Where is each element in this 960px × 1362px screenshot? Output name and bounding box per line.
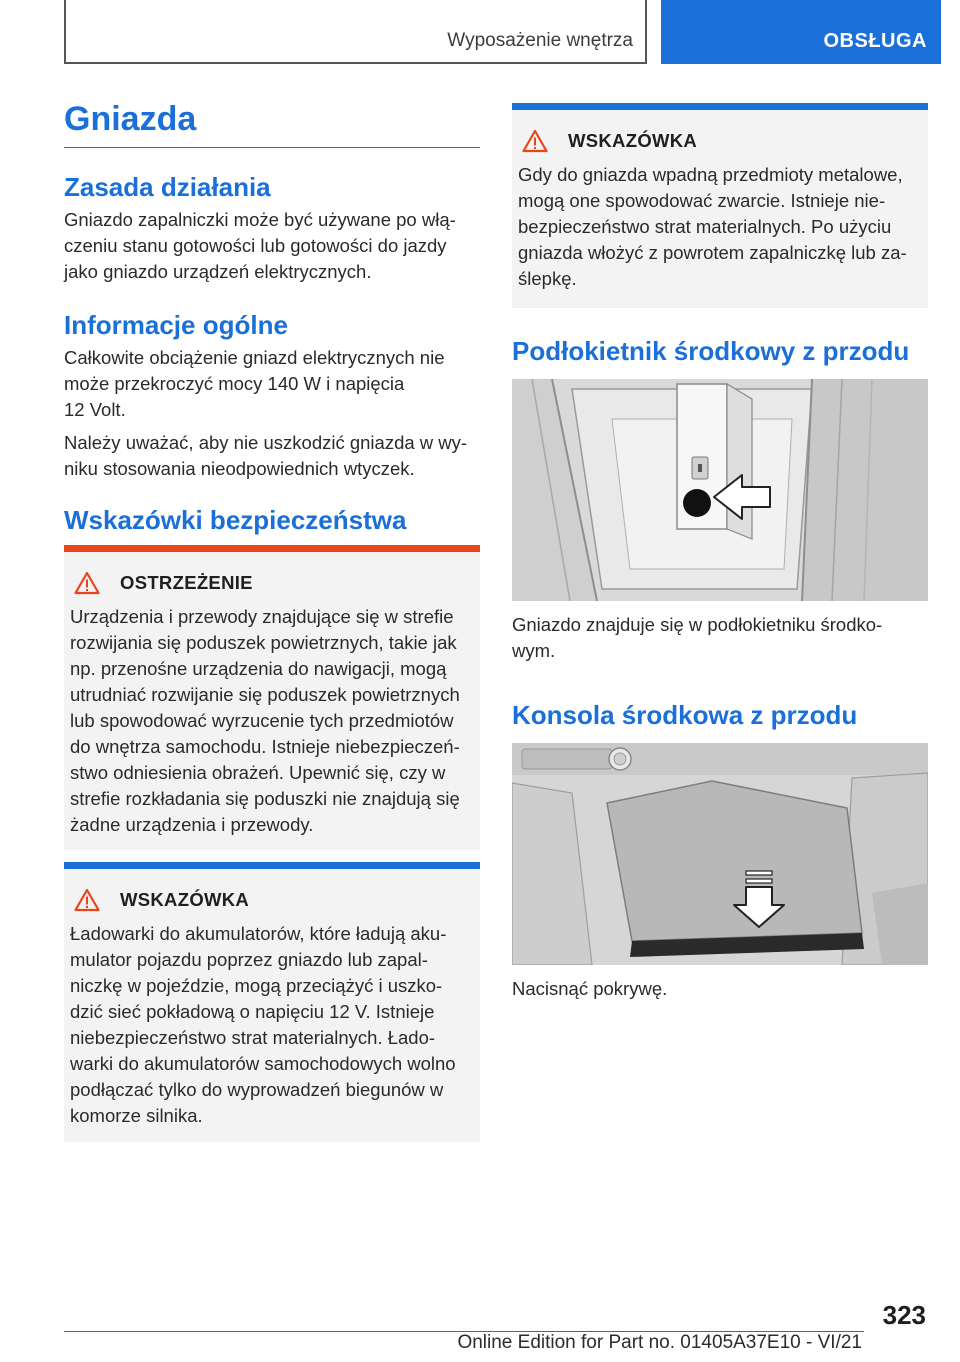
header-section-title: Wyposażenie wnętrza [447, 30, 633, 51]
paragraph-informacje-2: Należy uważać, aby nie uszkodzić gniazda w wy- niku stosowania nieodpowiednich wtyczek. [64, 432, 468, 479]
caption-armrest: Gniazdo znajduje się w podłokietniku środko- wym. [512, 614, 883, 661]
page-number: 323 [882, 1300, 926, 1330]
warning-box [64, 545, 480, 850]
notice-text: Ładowarki do akumulatorów, które ładują aku- mulator pojazdu poprzez gniazdo lub zapal- niczkę w pojeździe, mogą przeciążyć i uszko- dzić sieć pokładową o napięciu 12 V. Istnieje niebezpieczeństwo strat materialnych. Łado- warki do akumulatorów samochodowych wolno podłączać tylko do wyprowadzeń biegunów w komorze silnika. [70, 923, 456, 1126]
notice-header [522, 128, 697, 154]
notice-box-chargers [64, 862, 480, 1142]
notice-box-metal-objects [512, 103, 928, 308]
heading-informacje-ogolne: Informacje ogólne [64, 310, 288, 340]
paragraph-informacje-1: Całkowite obciążenie gniazd elektrycznych nie może przekroczyć mocy 140 W i napięcia 12 Volt. [64, 347, 445, 420]
figure-center-console [512, 743, 928, 965]
heading-podlokietnik: Podłokietnik środkowy z przodu [512, 336, 910, 366]
warning-title: OSTRZEŻENIE [120, 572, 253, 593]
notice-title: WSKAZÓWKA [568, 130, 698, 151]
footer-edition: Online Edition for Part no. 01405A37E10 - VI/21 [457, 1332, 862, 1353]
page-title: Gniazda [64, 100, 197, 138]
warning-triangle-icon [522, 129, 548, 153]
caption-console: Nacisnąć pokrywę. [512, 978, 668, 999]
console-illustration [512, 743, 928, 965]
heading-zasada-dzialania: Zasada działania [64, 172, 271, 202]
title-divider [64, 147, 480, 148]
notice-text: Gdy do gniazda wpadną przedmioty metalowe, mogą one spowodować zwarcie. Istnieje nie- bezpieczeństwo strat materialnych. Po użyciu gniazda włożyć z powrotem zapalniczkę lub za- ślepkę. [518, 164, 907, 289]
notice-title: WSKAZÓWKA [120, 889, 250, 910]
warning-triangle-icon [74, 571, 100, 595]
heading-wskazowki-bezpieczenstwa: Wskazówki bezpieczeństwa [64, 505, 407, 535]
header-section-tab [64, 0, 647, 64]
header-chapter-title: OBSŁUGA [823, 30, 927, 52]
notice-header [74, 887, 249, 913]
warning-header [74, 570, 253, 596]
figure-armrest-socket [512, 379, 928, 601]
heading-konsola-srodkowa: Konsola środkowa z przodu [512, 700, 858, 730]
header-chapter-tab [661, 0, 941, 64]
paragraph-zasada-dzialania: Gniazdo zapalniczki może być używane po włą- czeniu stanu gotowości lub gotowości do jazdy jako gniazdo urządzeń elektrycznych. [64, 209, 456, 282]
warning-triangle-icon [74, 888, 100, 912]
armrest-illustration [512, 379, 928, 601]
warning-text: Urządzenia i przewody znajdujące się w strefie rozwijania się poduszek powietrznych, takie jak np. przenośne urządzenia do nawigacji, mogą utrudniać rozwijanie się poduszek powietrznych lub spowodować wyrzucenie tych przedmiotów do wnętrza samochodu. Istnieje niebezpieczeń- stwo odniesienia obrażeń. Upewnić się, czy w strefie rozkładania się poduszki nie znajdują się żadne urządzenia i przewody. [70, 606, 460, 835]
